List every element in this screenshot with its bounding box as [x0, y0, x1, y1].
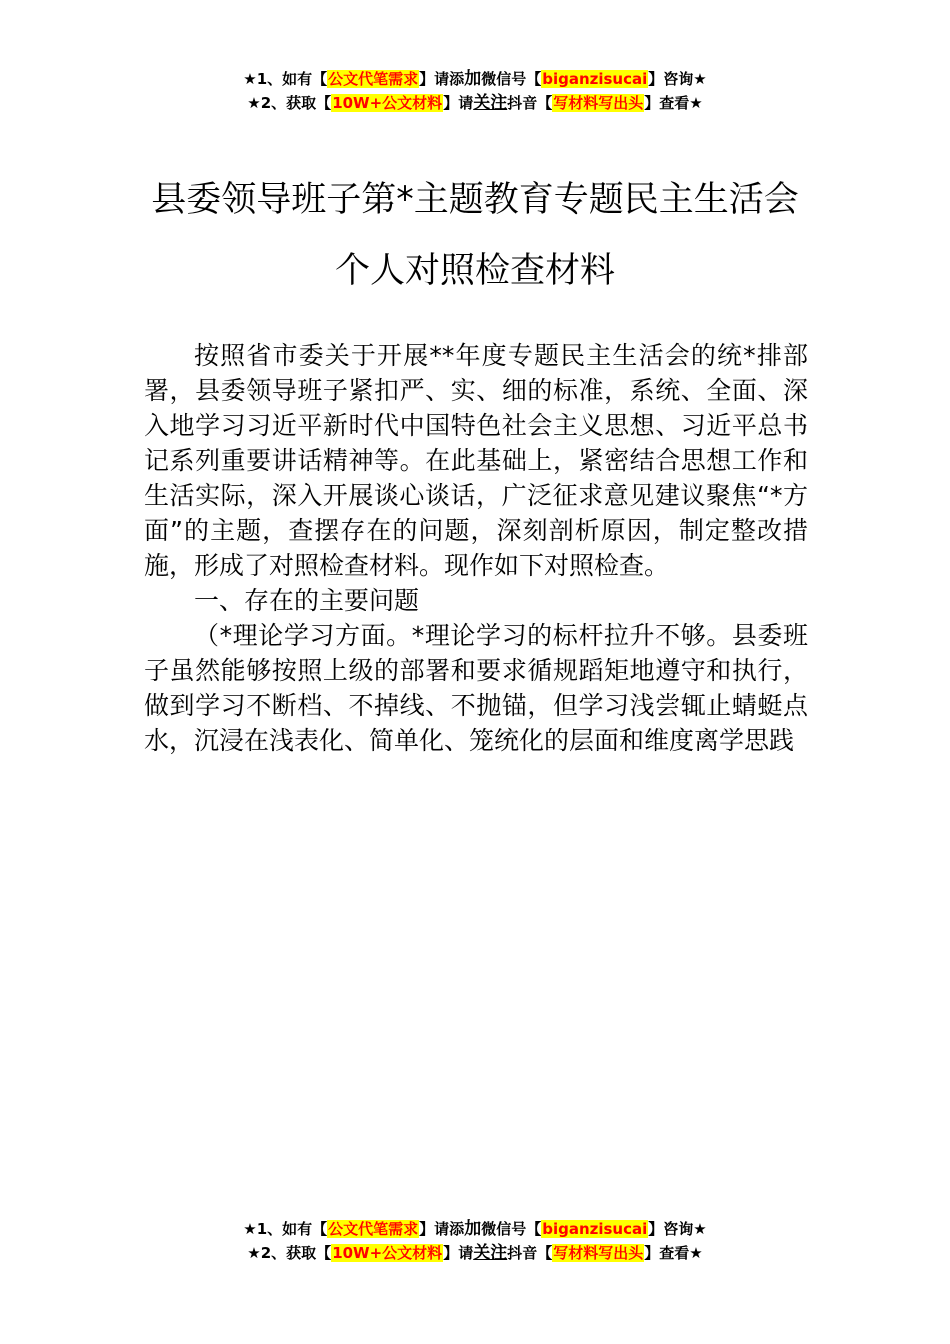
highlight-materials: 10W+公文材料 — [332, 94, 443, 112]
banner-line-2 — [0, 91, 950, 115]
section-heading: 一、存在的主要问题 — [194, 586, 420, 615]
banner-text: 抖音【 — [507, 1244, 553, 1262]
banner-text: 】查看★ — [644, 1244, 703, 1262]
banner-text: 】请 — [443, 1244, 474, 1262]
banner-text: 】请添 — [419, 70, 465, 88]
highlight-materials: 10W+公文材料 — [332, 1244, 443, 1262]
bottom-banner — [0, 1217, 950, 1265]
document-body — [144, 338, 808, 758]
banner-text: ★1、如有【 — [243, 70, 328, 88]
banner-line-2 — [0, 1241, 950, 1265]
banner-text: 微信号【 — [481, 1220, 542, 1238]
banner-text: ★2、获取【 — [247, 94, 332, 112]
banner-text-emphasis: 加 — [464, 1219, 482, 1239]
banner-text: ★2、获取【 — [247, 1244, 332, 1262]
banner-text: 微信号【 — [481, 70, 542, 88]
banner-text: 】咨询★ — [648, 70, 707, 88]
highlight-wechat-id: biganzisucai — [542, 1220, 648, 1238]
document-title-line-1: 县委领导班子第*主题教育专题民主生活会 — [151, 180, 799, 220]
document-title-line-2: 个人对照检查材料 — [334, 251, 615, 291]
paragraph-intro: 按照省市委关于开展**年度专题民主生活会的统*排部署，县委领导班子紧扣严、实、细的标准，系统、全面、深入地学习习近平新时代中国特色社会主义思想、习近平总书记系列重要讲话精神等。在此基础上，紧密结合思想工作和生活实际，深入开展谈心谈话，广泛征求意见建议聚焦“*方面”的主题，查摆存在的问题，深刻剖析原因，制定整改措施，形成了对照检查材料。现作如下对照检查。 — [144, 341, 808, 580]
banner-text: 抖音【 — [507, 94, 553, 112]
banner-text: ★1、如有【 — [243, 1220, 328, 1238]
banner-line-1 — [0, 1217, 950, 1241]
banner-text: 】请 — [443, 94, 474, 112]
banner-text-emphasis: 加 — [464, 69, 482, 89]
highlight-service: 公文代笔需求 — [328, 70, 419, 88]
highlight-service: 公文代笔需求 — [328, 1220, 419, 1238]
highlight-wechat-id: biganzisucai — [542, 70, 648, 88]
highlight-douyin-account: 写材料写出头 — [553, 94, 644, 112]
banner-text: 】咨询★ — [648, 1220, 707, 1238]
banner-text: 】查看★ — [644, 94, 703, 112]
banner-text: 】请添 — [419, 1220, 465, 1238]
paragraph-theory-study: （*理论学习方面。*理论学习的标杆拉升不够。县委班子虽然能够按照上级的部署和要求循规蹈矩地遵守和执行，做到学习不断档、不掉线、不抛锚，但学习浅尝辄止蜻蜓点水，沉浸在浅表化、简单化、笼统化的层面和维度离学思践 — [144, 621, 808, 755]
banner-text-emphasis: 关注 — [473, 1243, 508, 1263]
banner-text-emphasis: 关注 — [473, 93, 508, 113]
highlight-douyin-account: 写材料写出头 — [553, 1244, 644, 1262]
top-banner — [0, 67, 950, 115]
banner-line-1 — [0, 67, 950, 91]
